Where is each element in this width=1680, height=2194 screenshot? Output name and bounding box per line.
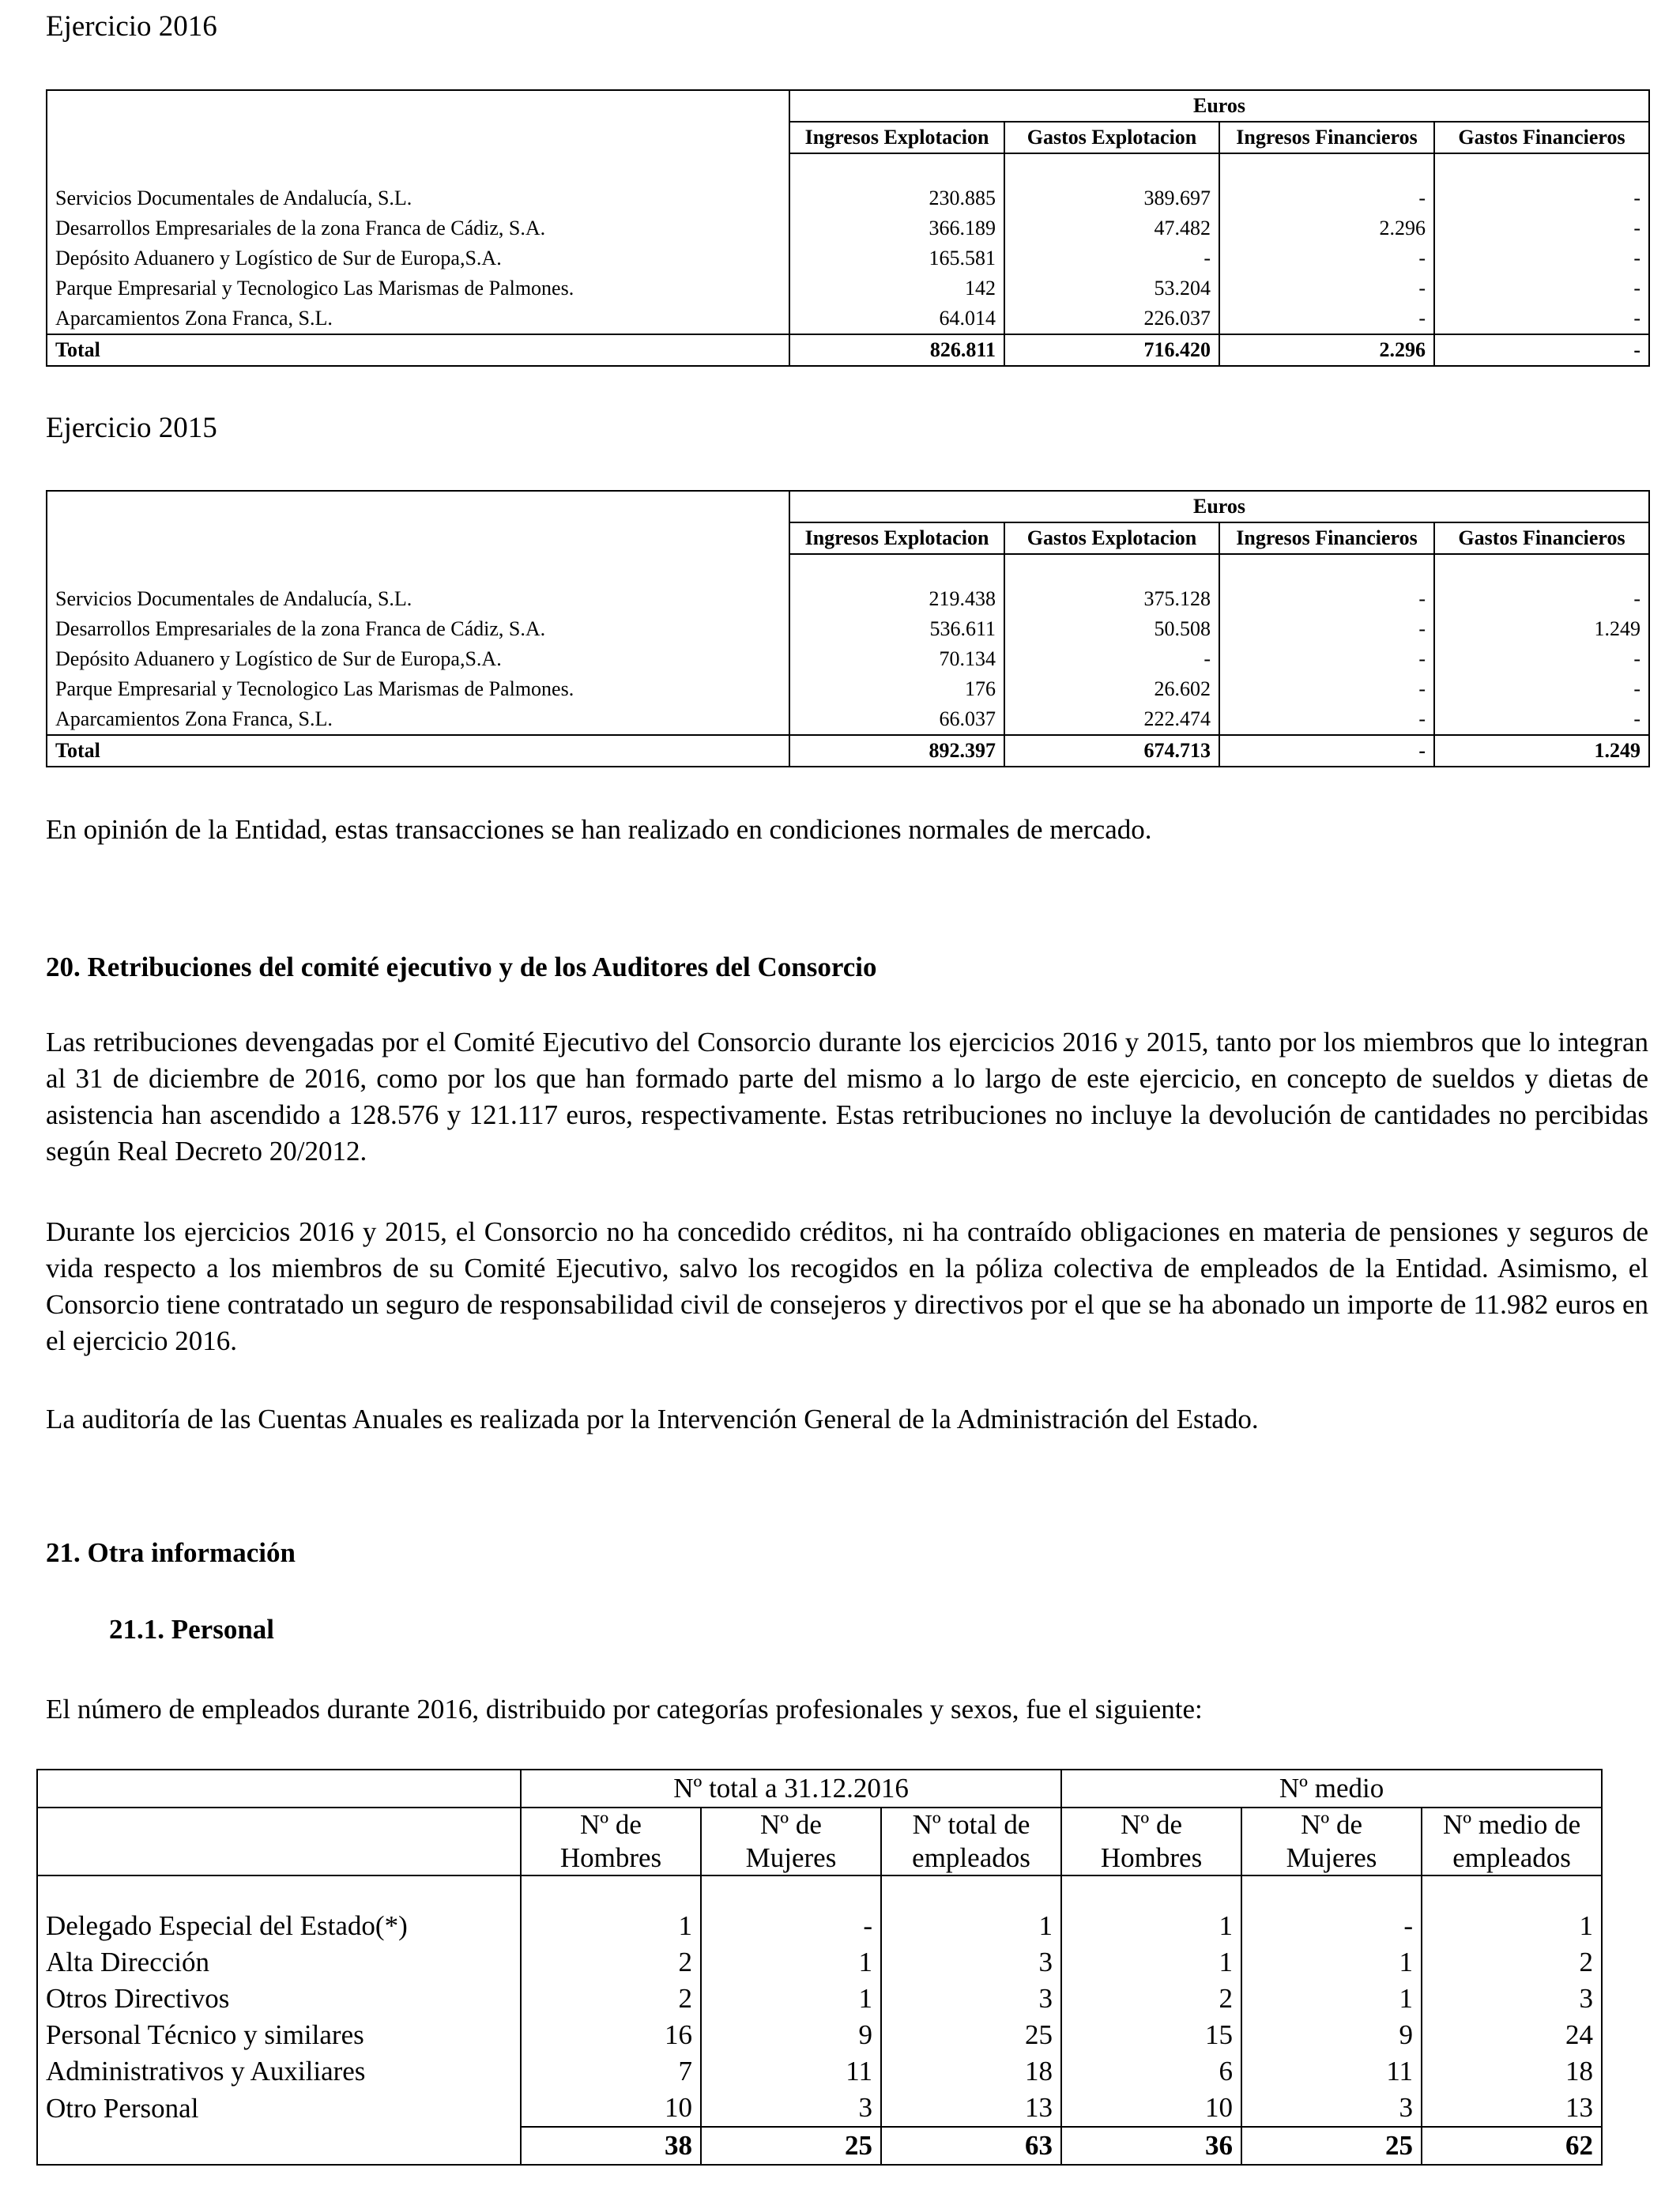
spacer-row	[47, 554, 1649, 584]
total-value: 62	[1422, 2127, 1602, 2165]
total-value: 25	[701, 2127, 881, 2165]
header-medio-group: Nº medio	[1061, 1770, 1602, 1808]
company-name: Parque Empresarial y Tecnologico Las Marismas de Palmones.	[47, 273, 789, 303]
table-row	[37, 1944, 1602, 1981]
cell-value: -	[1219, 243, 1434, 273]
cell-value: 7	[521, 2053, 701, 2090]
cell-value: -	[1434, 704, 1649, 735]
cell-value: 3	[701, 2090, 881, 2127]
section-21-1-title: 21.1. Personal	[109, 1614, 275, 1645]
header-mujeres-total	[701, 1808, 881, 1875]
header-hombres-medio	[1061, 1808, 1241, 1875]
header-mujeres-medio	[1241, 1808, 1422, 1875]
section-20-paragraph-1: Las retribuciones devengadas por el Comité Ejecutivo del Consorcio durante los ejercicios 2016 y 2015, tanto por los miembros que lo integran al 31 de diciembre de 2016, como por los que han formado parte del mismo a lo largo de este ejercicio, en concepto de sueldos y dietas de asistencia han ascendido a 128.576 y 121.117 euros, respectivamente. Estas retribuciones no incluye la devolución de cantidades no percibidas según Real Decreto 20/2012.	[46, 1027, 1648, 1167]
cell-value: 1	[701, 1944, 881, 1981]
company-name: Desarrollos Empresariales de la zona Franca de Cádiz, S.A.	[47, 614, 789, 644]
company-name: Aparcamientos Zona Franca, S.L.	[47, 704, 789, 735]
total-value: 63	[881, 2127, 1061, 2165]
header-line: Nº de	[760, 1809, 822, 1840]
cell-value: -	[1219, 183, 1434, 213]
table-row	[47, 644, 1649, 674]
cell-value: 18	[1422, 2053, 1602, 2090]
cell-value: -	[1219, 303, 1434, 334]
cell-value: 219.438	[789, 584, 1004, 614]
header-line: Nº medio de	[1442, 1809, 1581, 1840]
employees-table	[36, 1769, 1603, 2166]
section-20-title: 20. Retribuciones del comité ejecutivo y de los Auditores del Consorcio	[46, 952, 877, 982]
cell-value: 536.611	[789, 614, 1004, 644]
cell-value: 66.037	[789, 704, 1004, 735]
cell-value: 1	[521, 1908, 701, 1944]
cell-value: -	[1219, 273, 1434, 303]
cell-value: -	[1219, 644, 1434, 674]
cell-value: 47.482	[1004, 213, 1219, 243]
category-name: Otros Directivos	[37, 1981, 521, 2017]
cell-value: 1.249	[1434, 614, 1649, 644]
total-value: 2.296	[1219, 334, 1434, 366]
cell-value: 11	[701, 2053, 881, 2090]
header-blank	[37, 1808, 521, 1875]
cell-value: 1	[1241, 1944, 1422, 1981]
cell-value: -	[1219, 614, 1434, 644]
cell-value: 3	[1241, 2090, 1422, 2127]
cell-value: -	[1219, 674, 1434, 704]
header-euros: Euros	[789, 90, 1649, 122]
total-label-blank	[37, 2127, 521, 2165]
section-21-title: 21. Otra información	[46, 1537, 296, 1568]
cell-value: -	[1434, 273, 1649, 303]
total-value: -	[1219, 735, 1434, 767]
cell-value: 3	[881, 1944, 1061, 1981]
cell-value: 165.581	[789, 243, 1004, 273]
table-row	[47, 213, 1649, 243]
cell-value: 26.602	[1004, 674, 1219, 704]
total-value: 38	[521, 2127, 701, 2165]
cell-value: -	[1434, 303, 1649, 334]
year-2015-heading: Ejercicio 2015	[46, 412, 217, 444]
header-row	[37, 1808, 1602, 1875]
header-gastos-explotacion: Gastos Explotacion	[1004, 122, 1219, 153]
cell-value: 226.037	[1004, 303, 1219, 334]
category-name: Alta Dirección	[37, 1944, 521, 1981]
cell-value: 1	[1422, 1908, 1602, 1944]
cell-value: -	[1434, 674, 1649, 704]
header-line: empleados	[1452, 1842, 1571, 1873]
spacer-row	[37, 1875, 1602, 1908]
company-name: Depósito Aduanero y Logístico de Sur de Europa,S.A.	[47, 644, 789, 674]
cell-value: 2	[1061, 1981, 1241, 2017]
header-total-group: Nº total a 31.12.2016	[521, 1770, 1061, 1808]
cell-value: 2.296	[1219, 213, 1434, 243]
company-name: Parque Empresarial y Tecnologico Las Marismas de Palmones.	[47, 674, 789, 704]
cell-value: 142	[789, 273, 1004, 303]
cell-value: 2	[521, 1944, 701, 1981]
header-row	[47, 491, 1649, 522]
table-row	[37, 2053, 1602, 2090]
company-name: Servicios Documentales de Andalucía, S.L.	[47, 584, 789, 614]
cell-value: 25	[881, 2017, 1061, 2053]
header-hombres-total	[521, 1808, 701, 1875]
cell-value: 1	[1061, 1944, 1241, 1981]
table-row	[37, 1908, 1602, 1944]
cell-value: -	[1004, 644, 1219, 674]
category-name: Personal Técnico y similares	[37, 2017, 521, 2053]
header-gastos-financieros: Gastos Financieros	[1434, 522, 1649, 554]
header-line: Hombres	[1100, 1842, 1203, 1873]
header-gastos-financieros: Gastos Financieros	[1434, 122, 1649, 153]
total-row	[47, 735, 1649, 767]
table-row	[47, 183, 1649, 213]
section-21-1-paragraph: El número de empleados durante 2016, distribuido por categorías profesionales y sexos, fue el siguiente:	[46, 1694, 1203, 1725]
total-value: 892.397	[789, 735, 1004, 767]
cell-value: 375.128	[1004, 584, 1219, 614]
header-empleados-medio	[1422, 1808, 1602, 1875]
table-row	[47, 614, 1649, 644]
table-row	[37, 1981, 1602, 2017]
table-row	[47, 243, 1649, 273]
cell-value: 2	[521, 1981, 701, 2017]
total-value: 674.713	[1004, 735, 1219, 767]
company-name: Aparcamientos Zona Franca, S.L.	[47, 303, 789, 334]
cell-value: -	[1219, 584, 1434, 614]
total-value: 36	[1061, 2127, 1241, 2165]
total-value: 826.811	[789, 334, 1004, 366]
cell-value: 50.508	[1004, 614, 1219, 644]
cell-value: -	[1434, 183, 1649, 213]
total-label: Total	[47, 334, 789, 366]
header-line: Nº de	[1301, 1809, 1362, 1840]
header-line: Nº total de	[912, 1809, 1030, 1840]
year-2016-heading: Ejercicio 2016	[46, 10, 217, 43]
related-party-table-2016	[46, 89, 1650, 367]
header-line: Nº de	[580, 1809, 642, 1840]
cell-value: 6	[1061, 2053, 1241, 2090]
header-blank	[37, 1770, 521, 1808]
table-row	[47, 303, 1649, 334]
cell-value: 389.697	[1004, 183, 1219, 213]
cell-value: 222.474	[1004, 704, 1219, 735]
total-value: 25	[1241, 2127, 1422, 2165]
cell-value: -	[701, 1908, 881, 1944]
header-line: Mujeres	[1286, 1842, 1377, 1873]
category-name: Delegado Especial del Estado(*)	[37, 1908, 521, 1944]
header-gastos-explotacion: Gastos Explotacion	[1004, 522, 1219, 554]
cell-value: 9	[1241, 2017, 1422, 2053]
total-value: 716.420	[1004, 334, 1219, 366]
cell-value: 18	[881, 2053, 1061, 2090]
cell-value: -	[1219, 704, 1434, 735]
cell-value: 366.189	[789, 213, 1004, 243]
cell-value: -	[1434, 644, 1649, 674]
cell-value: 230.885	[789, 183, 1004, 213]
related-party-table-2015	[46, 490, 1650, 767]
cell-value: -	[1434, 243, 1649, 273]
cell-value: 1	[1241, 1981, 1422, 2017]
cell-value: 2	[1422, 1944, 1602, 1981]
header-row	[47, 90, 1649, 122]
total-row	[47, 334, 1649, 366]
cell-value: 3	[1422, 1981, 1602, 2017]
header-row	[37, 1770, 1602, 1808]
header-ingresos-explotacion: Ingresos Explotacion	[789, 122, 1004, 153]
cell-value: 11	[1241, 2053, 1422, 2090]
total-row	[37, 2127, 1602, 2165]
opinion-text: En opinión de la Entidad, estas transacciones se han realizado en condiciones normales de mercado.	[46, 814, 1152, 845]
cell-value: 1	[1061, 1908, 1241, 1944]
cell-value: 24	[1422, 2017, 1602, 2053]
header-line: Nº de	[1121, 1809, 1182, 1840]
company-name: Depósito Aduanero y Logístico de Sur de Europa,S.A.	[47, 243, 789, 273]
section-20-paragraph-2: Durante los ejercicios 2016 y 2015, el Consorcio no ha concedido créditos, ni ha contraído obligaciones en materia de pensiones y seguros de vida respecto a los miembros de su Comité Ejecutivo, salvo los recogidos en la póliza colectiva de empleados de la Entidad. Asimismo, el Consorcio tiene contratado un seguro de responsabilidad civil de consejeros y directivos por el que se ha abonado un importe de 11.982 euros en el ejercicio 2016.	[46, 1216, 1648, 1356]
table-row	[37, 2017, 1602, 2053]
cell-value: 53.204	[1004, 273, 1219, 303]
header-line: empleados	[912, 1842, 1030, 1873]
cell-value: 10	[521, 2090, 701, 2127]
header-ingresos-explotacion: Ingresos Explotacion	[789, 522, 1004, 554]
header-empleados-total	[881, 1808, 1061, 1875]
cell-value: -	[1004, 243, 1219, 273]
cell-value: 70.134	[789, 644, 1004, 674]
cell-value: -	[1434, 213, 1649, 243]
cell-value: 1	[701, 1981, 881, 2017]
cell-value: 13	[881, 2090, 1061, 2127]
section-20-paragraph-3: La auditoría de las Cuentas Anuales es realizada por la Intervención General de la Administración del Estado.	[46, 1404, 1259, 1434]
cell-value: 9	[701, 2017, 881, 2053]
category-name: Administrativos y Auxiliares	[37, 2053, 521, 2090]
cell-value: -	[1241, 1908, 1422, 1944]
total-label: Total	[47, 735, 789, 767]
header-euros: Euros	[789, 491, 1649, 522]
company-name: Servicios Documentales de Andalucía, S.L.	[47, 183, 789, 213]
cell-value: 1	[881, 1908, 1061, 1944]
table-row	[47, 273, 1649, 303]
table-row	[37, 2090, 1602, 2127]
header-line: Mujeres	[745, 1842, 837, 1873]
cell-value: 176	[789, 674, 1004, 704]
total-value: 1.249	[1434, 735, 1649, 767]
category-name: Otro Personal	[37, 2090, 521, 2127]
cell-value: 10	[1061, 2090, 1241, 2127]
table-row	[47, 704, 1649, 735]
cell-value: 16	[521, 2017, 701, 2053]
table-row	[47, 584, 1649, 614]
header-blank	[47, 90, 789, 153]
total-value: -	[1434, 334, 1649, 366]
spacer-row	[47, 153, 1649, 183]
cell-value: 13	[1422, 2090, 1602, 2127]
cell-value: -	[1434, 584, 1649, 614]
cell-value: 3	[881, 1981, 1061, 2017]
header-ingresos-financieros: Ingresos Financieros	[1219, 122, 1434, 153]
header-ingresos-financieros: Ingresos Financieros	[1219, 522, 1434, 554]
table-row	[47, 674, 1649, 704]
cell-value: 15	[1061, 2017, 1241, 2053]
company-name: Desarrollos Empresariales de la zona Franca de Cádiz, S.A.	[47, 213, 789, 243]
header-blank	[47, 491, 789, 554]
cell-value: 64.014	[789, 303, 1004, 334]
header-line: Hombres	[559, 1842, 662, 1873]
